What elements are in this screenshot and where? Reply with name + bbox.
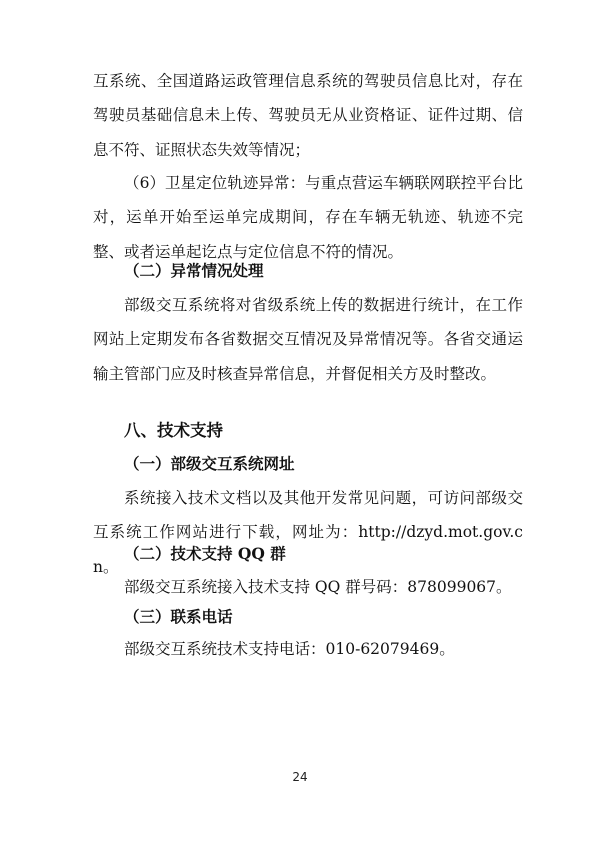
paragraph-system-website: 系统接入技术文档以及其他开发常见问题，可访问部级交互系统工作网站进行下载，网址为：http://dzyd.mot.gov.cn。 — [93, 489, 523, 576]
page-number: 24 — [292, 770, 308, 784]
paragraph-contact-phone: 部级交互系统技术支持电话：010-62079469。 — [124, 640, 455, 658]
heading-technical-support: 八、技术支持 — [124, 421, 223, 440]
heading-qq-group: （二）技术支持 QQ 群 — [124, 544, 286, 563]
paragraph-qq-group: 部级交互系统接入技术支持 QQ 群号码：878099067。 — [124, 578, 512, 596]
paragraph-driver-info-comparison: 互系统、全国道路运政管理信息系统的驾驶员信息比对，存在驾驶员基础信息未上传、驾驶员无从业资格证、证件过期、信息不符、证照状态失效等情况； — [93, 72, 523, 159]
heading-anomaly-handling: （二）异常情况处理 — [124, 261, 264, 280]
paragraph-gps-trajectory-anomaly: （6）卫星定位轨迹异常：与重点营运车辆联网联控平台比对，运单开始至运单完成期间，存在车辆无轨迹、轨迹不完整、或者运单起讫点与定位信息不符的情况。 — [93, 174, 523, 261]
heading-system-website: （一）部级交互系统网址 — [124, 454, 295, 473]
heading-contact-phone: （三）联系电话 — [124, 607, 233, 626]
paragraph-anomaly-handling: 部级交互系统将对省级系统上传的数据进行统计，在工作网站上定期发布各省数据交互情况及异常情况等。各省交通运输主管部门应及时核查异常信息，并督促相关方及时整改。 — [93, 296, 523, 383]
